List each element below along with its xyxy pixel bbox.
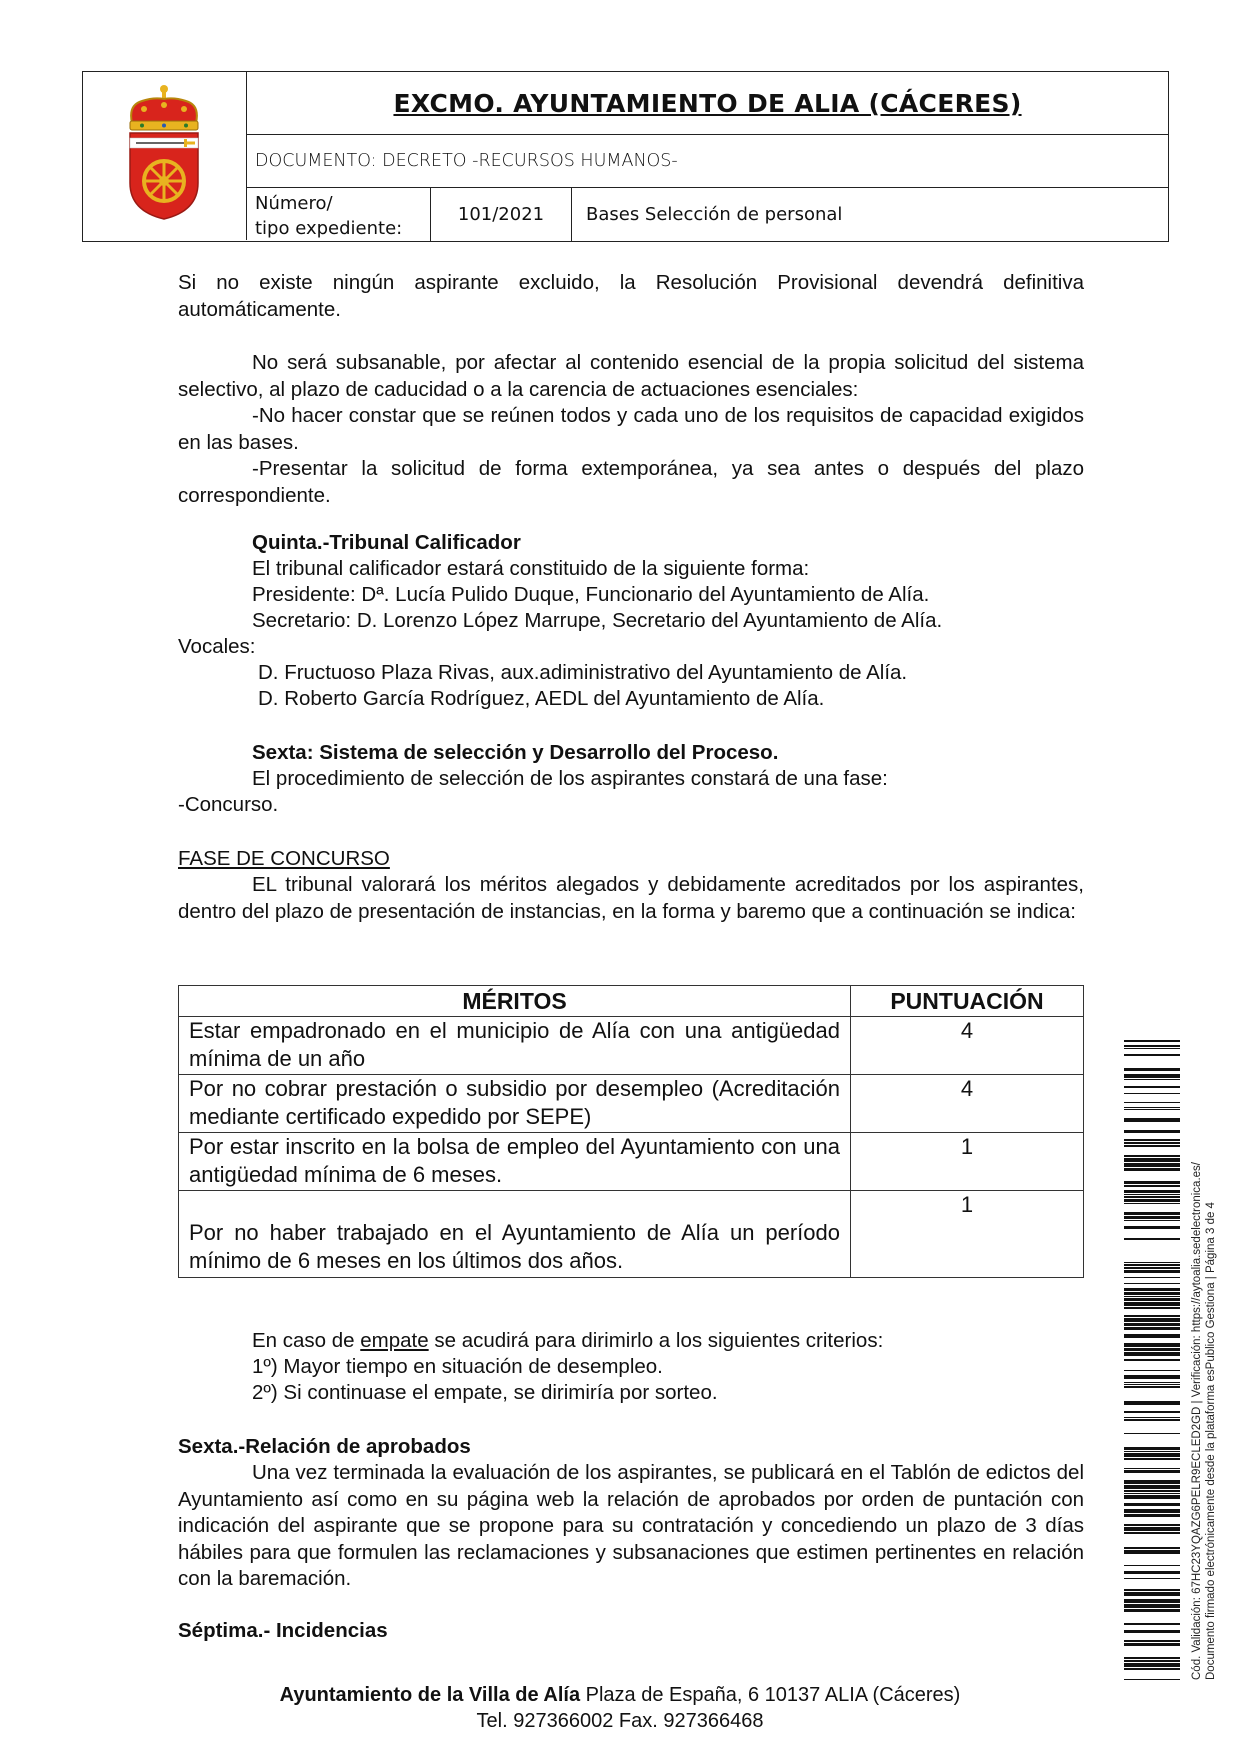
tribunal-secretario: Secretario: D. Lorenzo López Marrupe, Secretario del Ayuntamiento de Alía. xyxy=(252,609,943,632)
header-title-cell xyxy=(247,72,1168,135)
empate-paragraph: En caso de empate se acudirá para dirimirlo a los siguientes criterios: xyxy=(252,1329,884,1352)
section-quinta-title: Quinta.-Tribunal Calificador xyxy=(252,531,521,554)
table-row xyxy=(179,1133,1084,1191)
verification-line-2: Documento firmado electrónicamente desde la plataforma esPublico Gestiona | Página 3 de 4 xyxy=(1205,1202,1217,1680)
paragraph-requisito-2: -Presentar la solicitud de forma extemporánea, ya sea antes o después del plazo correspondiente. xyxy=(178,457,1084,507)
paragraph-resolucion: Si no existe ningún aspirante excluido, la Resolución Provisional devendrá definitiva automáticamente. xyxy=(178,271,1084,321)
fase-concurso-title: FASE DE CONCURSO xyxy=(178,847,390,870)
criterio-1: 1º) Mayor tiempo en situación de desempleo. xyxy=(252,1355,663,1378)
expediente-row xyxy=(247,188,1168,241)
document-header xyxy=(82,71,1169,242)
tribunal-vocal-1: D. Fructuoso Plaza Rivas, aux.adiministrativo del Ayuntamiento de Alía. xyxy=(258,661,908,684)
merito-cell: Por no cobrar prestación o subsidio por desempleo (Acreditación mediante certificado expedido por SEPE) xyxy=(179,1075,851,1133)
section-relacion-title: Sexta.-Relación de aprobados xyxy=(178,1435,471,1458)
table-row xyxy=(179,1191,1084,1278)
merito-cell: Por no haber trabajado en el Ayuntamiento de Alía un período mínimo de 6 meses en los últimos dos años. xyxy=(179,1191,851,1278)
column-header-puntuacion: PUNTUACIÓN xyxy=(851,986,1084,1017)
expediente-subject: Bases Selección de personal xyxy=(586,204,843,225)
document-type: DOCUMENTO: DECRETO -RECURSOS HUMANOS- xyxy=(247,135,1168,188)
tribunal-intro: El tribunal calificador estará constituido de la siguiente forma: xyxy=(252,557,810,580)
footer-phone: Tel. 927366002 Fax. 927366468 xyxy=(476,1710,764,1732)
verification-text xyxy=(1190,1162,1218,1680)
header-title: EXCMO. AYUNTAMIENTO DE ALIA (CÁCERES) xyxy=(393,88,1022,118)
puntuacion-cell: 4 xyxy=(851,1075,1084,1133)
tribunal-presidente: Presidente: Dª. Lucía Pulido Duque, Funcionario del Ayuntamiento de Alía. xyxy=(252,583,930,606)
fase-concurso-text: EL tribunal valorará los méritos alegados y debidamente acreditados por los aspirantes, dentro del plazo de presentación de instancias, en la forma y baremo que a continuación se indica: xyxy=(178,873,1084,923)
table-header-row xyxy=(179,986,1084,1017)
footer-address: Plaza de España, 6 10137 ALIA (Cáceres) xyxy=(580,1684,961,1706)
empate-word: empate xyxy=(360,1329,429,1352)
meritos-table xyxy=(178,985,1084,1278)
puntuacion-cell: 1 xyxy=(851,1191,1084,1278)
numero-label: Número/ tipo expediente: xyxy=(247,188,431,241)
verification-line-1: Cód. Validación: 67HC23YQAZG6PELR9ECLED2GD | Verificación: https://aytoalia.sedelectronica.es/ xyxy=(1191,1162,1203,1680)
footer-name: Ayuntamiento de la Villa de Alía xyxy=(279,1684,581,1706)
page-footer xyxy=(170,1682,1070,1734)
section-sexta-title: Sexta: Sistema de selección y Desarrollo del Proceso. xyxy=(252,741,779,764)
barcode-icon xyxy=(1124,1040,1180,1680)
tribunal-vocal-2: D. Roberto García Rodríguez, AEDL del Ayuntamiento de Alía. xyxy=(258,687,825,710)
tribunal-vocales-label: Vocales: xyxy=(178,635,256,658)
crest-cell xyxy=(83,72,247,240)
paragraph-no-subsanable: No será subsanable, por afectar al contenido esencial de la propia solicitud del sistema selectivo, al plazo de caducidad o a la carencia de actuaciones esenciales: xyxy=(178,351,1084,401)
puntuacion-cell: 4 xyxy=(851,1017,1084,1075)
sexta-procedimiento: El procedimiento de selección de los aspirantes constará de una fase: xyxy=(252,767,888,790)
relacion-text: Una vez terminada la evaluación de los aspirantes, se publicará en el Tablón de edictos del Ayuntamiento así como en su página web la relación de aprobados por orden de puntación con indicación del aspirante que se propone para su contratación y concediendo un plazo de 3 días hábiles para que formulen las reclamaciones y subsanaciones que estimen pertinentes en relación con la baremación. xyxy=(178,1461,1084,1590)
paragraph-requisito-1: -No hacer constar que se reúnen todos y cada uno de los requisitos de capacidad exigidos en las bases. xyxy=(178,404,1084,454)
section-septima-title: Séptima.- Incidencias xyxy=(178,1619,388,1642)
criterio-2: 2º) Si continuase el empate, se dirimiría por sorteo. xyxy=(252,1381,718,1404)
column-header-meritos: MÉRITOS xyxy=(179,986,851,1017)
coat-of-arms-icon xyxy=(124,83,204,223)
expediente-number: 101/2021 xyxy=(431,188,572,241)
merito-cell: Por estar inscrito en la bolsa de empleo del Ayuntamiento con una antigüedad mínima de 6 meses. xyxy=(179,1133,851,1191)
merito-cell: Estar empadronado en el municipio de Alía con una antigüedad mínima de un año xyxy=(179,1017,851,1075)
table-row xyxy=(179,1017,1084,1075)
table-row xyxy=(179,1075,1084,1133)
puntuacion-cell: 1 xyxy=(851,1133,1084,1191)
sexta-concurso: -Concurso. xyxy=(178,793,279,816)
